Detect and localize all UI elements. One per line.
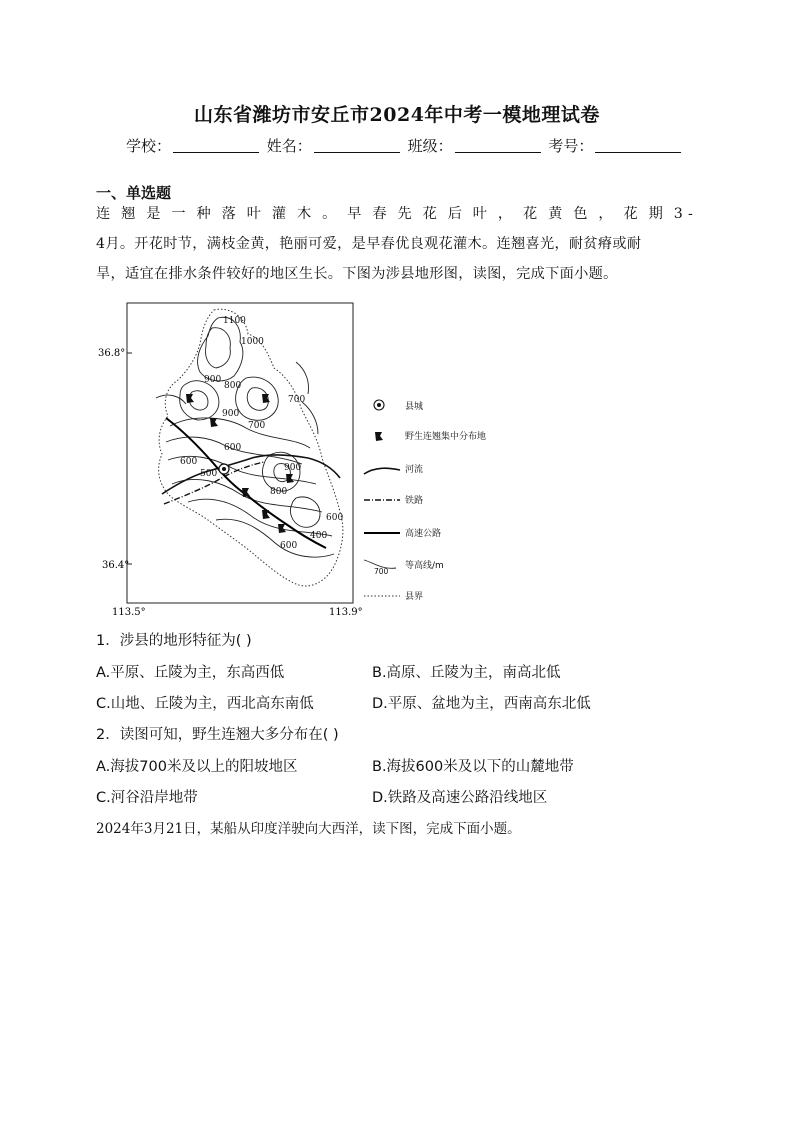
- svg-text:600: 600: [224, 443, 242, 453]
- map-frame: [127, 303, 353, 603]
- question-1-option-b[interactable]: B.高原、丘陵为主，南高北低: [372, 665, 561, 681]
- class-label: 班级：: [407, 137, 453, 155]
- number-blank[interactable]: [595, 138, 681, 153]
- svg-text:900: 900: [204, 375, 222, 385]
- svg-text:1000: 1000: [241, 337, 264, 347]
- svg-text:800: 800: [270, 487, 288, 497]
- map-legend: [364, 400, 486, 602]
- number-label: 考号：: [548, 137, 594, 155]
- svg-text:900: 900: [284, 463, 302, 473]
- question-2-option-a[interactable]: A.海拔700米及以上的阳坡地区: [96, 759, 298, 775]
- question-1-option-a[interactable]: A.平原、丘陵为主，东高西低: [96, 665, 285, 681]
- page-title: 山东省潍坊市安丘市2024年中考一模地理试卷: [194, 104, 600, 126]
- question-1-option-c[interactable]: C.山地、丘陵为主，西北高东南低: [96, 696, 314, 712]
- school-label: 学校：: [126, 137, 172, 155]
- passage-line-2: 4月。开花时节，满枝金黄，艳丽可爱，是早春优良观花灌木。连翘喜光，耐贫瘠或耐: [96, 236, 642, 252]
- svg-text:600: 600: [180, 457, 198, 467]
- school-blank[interactable]: [173, 138, 259, 153]
- county-town-marker: [219, 464, 229, 474]
- lat-bottom-label: 36.4°: [102, 560, 130, 571]
- legend-forsythia: 野生连翘集中分布地: [405, 432, 487, 442]
- class-blank[interactable]: [455, 138, 541, 153]
- question-2-stem: 2．读图可知，野生连翘大多分布在( ): [96, 727, 339, 743]
- question-1-option-d[interactable]: D.平原、盆地为主，西南高东北低: [372, 696, 591, 712]
- passage-line-3: 旱，适宜在排水条件较好的地区生长。下图为涉县地形图，读图，完成下面小题。: [96, 266, 618, 282]
- svg-text:800: 800: [224, 381, 242, 391]
- question-2-option-d[interactable]: D.铁路及高速公路沿线地区: [372, 790, 548, 806]
- next-passage: 2024年3月21日，某船从印度洋驶向大西洋，读下图，完成下面小题。: [96, 821, 521, 837]
- legend-boundary: 县界: [405, 592, 424, 602]
- lat-top-label: 36.8°: [98, 348, 126, 359]
- lon-right-label: 113.9°: [329, 607, 363, 618]
- topographic-map: [96, 298, 556, 620]
- legend-highway: 高速公路: [405, 529, 442, 539]
- question-2-option-b[interactable]: B.海拔600米及以下的山麓地带: [372, 759, 574, 775]
- legend-river: 河流: [405, 465, 424, 475]
- legend-contour: 等高线/m: [405, 561, 444, 571]
- svg-text:600: 600: [326, 513, 344, 523]
- svg-text:900: 900: [222, 409, 240, 419]
- svg-text:1100: 1100: [223, 316, 246, 326]
- student-info-line: [126, 135, 684, 156]
- svg-text:400: 400: [310, 531, 328, 541]
- passage-line-1: 连翘是一种落叶灌木。早春先花后叶，花黄色，花期3-: [96, 206, 698, 222]
- county-boundary: [159, 309, 343, 586]
- name-blank[interactable]: [314, 138, 400, 153]
- question-2-option-c[interactable]: C.河谷沿岸地带: [96, 790, 198, 806]
- question-1-stem: 1．涉县的地形特征为( ): [96, 633, 252, 649]
- legend-railway: 铁路: [405, 496, 424, 506]
- legend-county-town: 县城: [405, 402, 424, 412]
- svg-text:700: 700: [288, 395, 306, 405]
- svg-text:500: 500: [200, 469, 218, 479]
- legend-contour-sample: 700: [374, 567, 389, 576]
- forsythia-markers: [186, 394, 294, 533]
- svg-text:600: 600: [280, 541, 298, 551]
- contour-labels: [180, 316, 343, 551]
- section-heading: 一、单选题: [96, 184, 172, 202]
- highway-line: [166, 418, 326, 548]
- svg-text:700: 700: [248, 421, 266, 431]
- name-label: 姓名：: [266, 137, 312, 155]
- lon-left-label: 113.5°: [112, 607, 146, 618]
